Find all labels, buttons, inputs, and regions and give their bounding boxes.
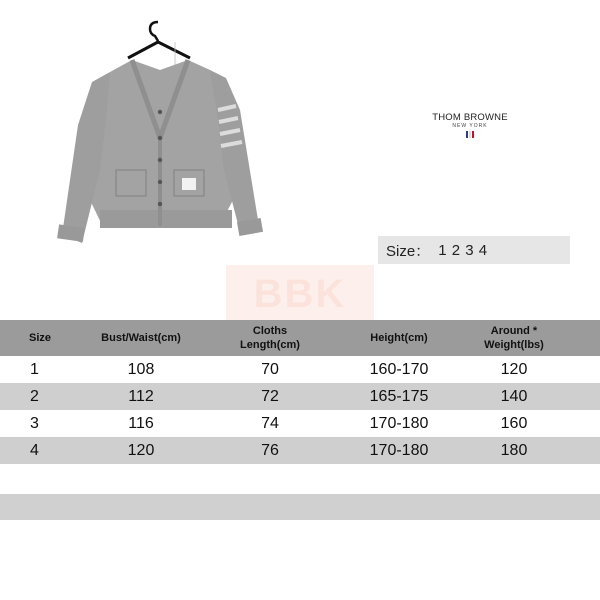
cell-bust: 120 bbox=[127, 441, 155, 459]
cell-size: 3 bbox=[30, 414, 39, 432]
blank-row bbox=[0, 494, 600, 520]
cell-weight: 120 bbox=[500, 360, 528, 378]
cell-bust: 116 bbox=[128, 414, 154, 432]
header-length-line1: Cloths bbox=[252, 325, 288, 337]
size-banner bbox=[378, 236, 570, 264]
cell-length: 70 bbox=[261, 360, 279, 378]
cell-size: 1 bbox=[30, 360, 39, 378]
size-label: Size： bbox=[386, 242, 431, 260]
cell-height: 165-175 bbox=[369, 387, 429, 405]
brand-subtitle: NEW YORK bbox=[452, 123, 488, 129]
cell-size: 4 bbox=[30, 441, 39, 459]
cell-bust: 112 bbox=[128, 387, 154, 405]
brand-logo bbox=[420, 112, 520, 138]
cell-length: 76 bbox=[261, 441, 279, 459]
cell-weight: 140 bbox=[500, 387, 528, 405]
flag-stripe-blue bbox=[466, 131, 468, 138]
table-row bbox=[0, 383, 600, 410]
header-length-line2: Length(cm) bbox=[240, 339, 300, 351]
header-bust: Bust/Waist(cm) bbox=[101, 332, 181, 344]
header-size: Size bbox=[29, 332, 52, 344]
size-table bbox=[0, 320, 600, 464]
cell-length: 72 bbox=[261, 387, 279, 405]
header-weight-line1: Around * bbox=[490, 325, 538, 337]
cell-size: 2 bbox=[30, 387, 39, 405]
table-row bbox=[0, 356, 600, 383]
table-row bbox=[0, 437, 600, 464]
flag-stripe-white bbox=[469, 131, 471, 138]
cell-height: 160-170 bbox=[369, 360, 429, 378]
header-weight-line2: Weight(lbs) bbox=[484, 339, 544, 351]
table-row bbox=[0, 410, 600, 437]
table-header-row bbox=[0, 320, 600, 356]
size-values: 1 2 3 4 bbox=[438, 241, 488, 259]
watermark bbox=[226, 265, 374, 323]
tricolor-flag-icon bbox=[420, 131, 520, 138]
cell-weight: 160 bbox=[500, 414, 528, 432]
cell-bust: 108 bbox=[127, 360, 155, 378]
cell-length: 74 bbox=[261, 414, 279, 432]
product-image bbox=[40, 20, 280, 255]
cell-weight: 180 bbox=[500, 441, 528, 459]
brand-name: THOM BROWNE bbox=[432, 112, 508, 123]
header-length bbox=[200, 324, 340, 352]
cell-height: 170-180 bbox=[369, 414, 429, 432]
flag-stripe-red bbox=[472, 131, 474, 138]
header-height: Height(cm) bbox=[370, 332, 428, 344]
watermark-text: BBK bbox=[253, 271, 347, 316]
header-weight bbox=[458, 324, 570, 352]
cell-height: 170-180 bbox=[369, 441, 429, 459]
